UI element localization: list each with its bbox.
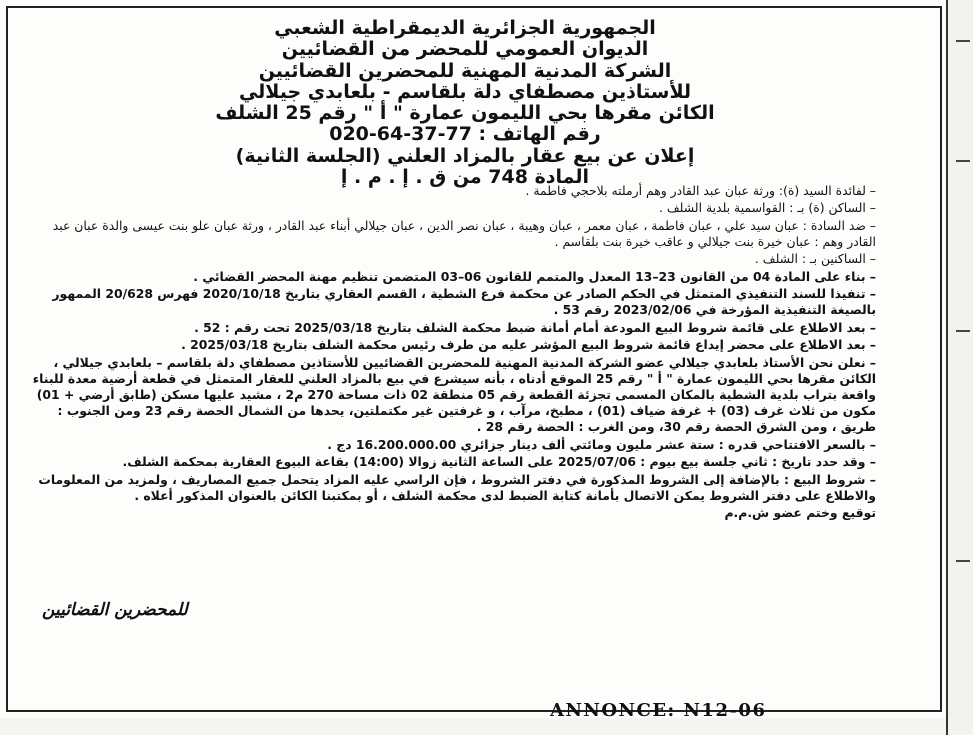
announcement-header — [30, 18, 900, 188]
announcement-title: إعلان عن بيع عقار بالمزاد العلني (الجلسة الثانية) — [235, 144, 695, 167]
header-company: الشركة المدنية المهنية للمحضرين القضائيين — [258, 59, 672, 82]
scan-margin — [0, 718, 946, 735]
beneficiary-residence: – الساكن (ة) بـ : القواسمية بلدية الشلف . — [658, 200, 876, 216]
header-address: الكائن مقرها بحي الليمون عمارة " أ " رقم 25 الشلف — [215, 102, 715, 125]
announcement-body — [22, 183, 876, 523]
opening-price-paragraph: – بالسعر الافتتاحي قدره : ستة عشر مليون ومائتي ألف دينار جزائري 16.200.000.00 دج . — [327, 436, 876, 452]
defendants-paragraph: – ضد السادة : عبان سيد علي ، عبان فاطمة ، عبان معمر ، عبان وهيبة ، عبان نصر الدين ، عبان جيلالي أبناء عبد القادر ، ورثة عبان علو بنت عيسى والدة عبان عبد القادر وهم : عبان خيرة بنت جيلالي و عاقب خيرة بنت بلقاسم . — [52, 217, 876, 249]
header-phone: رقم الهاتف : 77-37-64-020 — [329, 123, 601, 146]
legal-basis-paragraph: – بناء على المادة 04 من القانون 23–13 المعدل والمتمم للقانون 06–03 المتضمن تنظيم مهنة المحضر القضائي . — [193, 268, 876, 284]
sale-conditions-paragraph: – شروط البيع : بالإضافة إلى الشروط المذكورة في دفتر الشروط ، فإن الراسي عليه المزاد يتحمل جميع المصاريف ، ولمزيد من المعلومات والاطلاع على دفتر الشروط يمكن الاتصال بأمانة كتابة الضبط لدى محكمة الشلف ، أو بمكتبنا الكائن بالعنوان المذكور أعلاه . — [38, 471, 876, 503]
deposit-record-paragraph: – بعد الاطلاع على محضر إيداع قائمة شروط البيع المؤشر عليه من طرف رئيس محكمة الشلف بتاريخ 2025/03/18 . — [181, 337, 876, 353]
legal-article: المادة 748 من ق . إ . م . إ — [340, 166, 590, 189]
beneficiary-paragraph: – لفائدة السيد (ة): ورثة عبان عبد القادر وهم أرملته بلاحجي فاطمة . — [525, 183, 876, 198]
enforcement-paragraph: – تنفيذا للسند التنفيذي المتمثل في الحكم الصادر عن محكمة فرع الشطية ، القسم العقاري بتاريخ 2020/10/18 فهرس 20/628 الممهور بالصيغة التنفيذية المؤرخة في 2023/02/06 رقم 53 . — [52, 286, 876, 318]
defendants-residence: – الساكنين بـ : الشلف . — [754, 251, 876, 267]
header-republic: الجمهورية الجزائرية الديمقراطية الشعبي — [274, 17, 656, 39]
sale-notice-paragraph: – نعلن نحن الأستاذ بلعابدي جيلالي عضو الشركة المدنية المهنية للمحضرين القضائيين للأستاذين مصطفاي دلة بلقاسم – بلعابدي جيلالي ، الكائن مقرها بحي الليمون عمارة " أ " رقم 25 الموقع أدناه ، بأنه سيشرع في بيع بالمزاد العلني للعقار المتمثل في قطعة أرضية معدة للبناء واقعة بتراب بلدية الشطية بالمكان المسمى تجزئة القطعة رقم 05 منطقة 02 ذات مساحة 270 م2 ، مشيد عليها مسكن (طابق أرضي + 01) مكون من ثلاث غرف (03) + غرفة ضياف (01) ، مطبخ، مرآب ، و غرفتين غير مكتملتين، يحدها من الشمال الحصة رقم 23 ومن الجنوب : طريق ، ومن الشرق الحصة رقم 30، ومن الغرب : الحصة رقم 28 . — [32, 354, 876, 435]
conditions-list-paragraph: – بعد الاطلاع على قائمة شروط البيع المودعة أمام أمانة ضبط محكمة الشلف بتاريخ 2025/03/18 تحت رقم : 52 . — [194, 319, 876, 335]
header-office: الديوان العمومي للمحضر من القضائيين — [281, 38, 649, 61]
sale-date-paragraph: – وقد حدد تاريخ : ثاني جلسة بيع بيوم : 2025/07/06 على الساعة الثانية زوالا (14:00) بقاعة البيوع العقارية بمحكمة الشلف. — [122, 454, 876, 470]
annonce-number: ANNONCE: N12-06 — [550, 700, 767, 721]
page-edge — [946, 0, 973, 735]
header-bailiffs: للأستاذين مصطفاي دلة بلقاسم - بلعابدي جيلالي — [238, 80, 692, 103]
signature: للمحضرين القضائيين — [42, 600, 188, 620]
signature-note: توقيع وختم عضو ش.م.م — [724, 505, 876, 521]
